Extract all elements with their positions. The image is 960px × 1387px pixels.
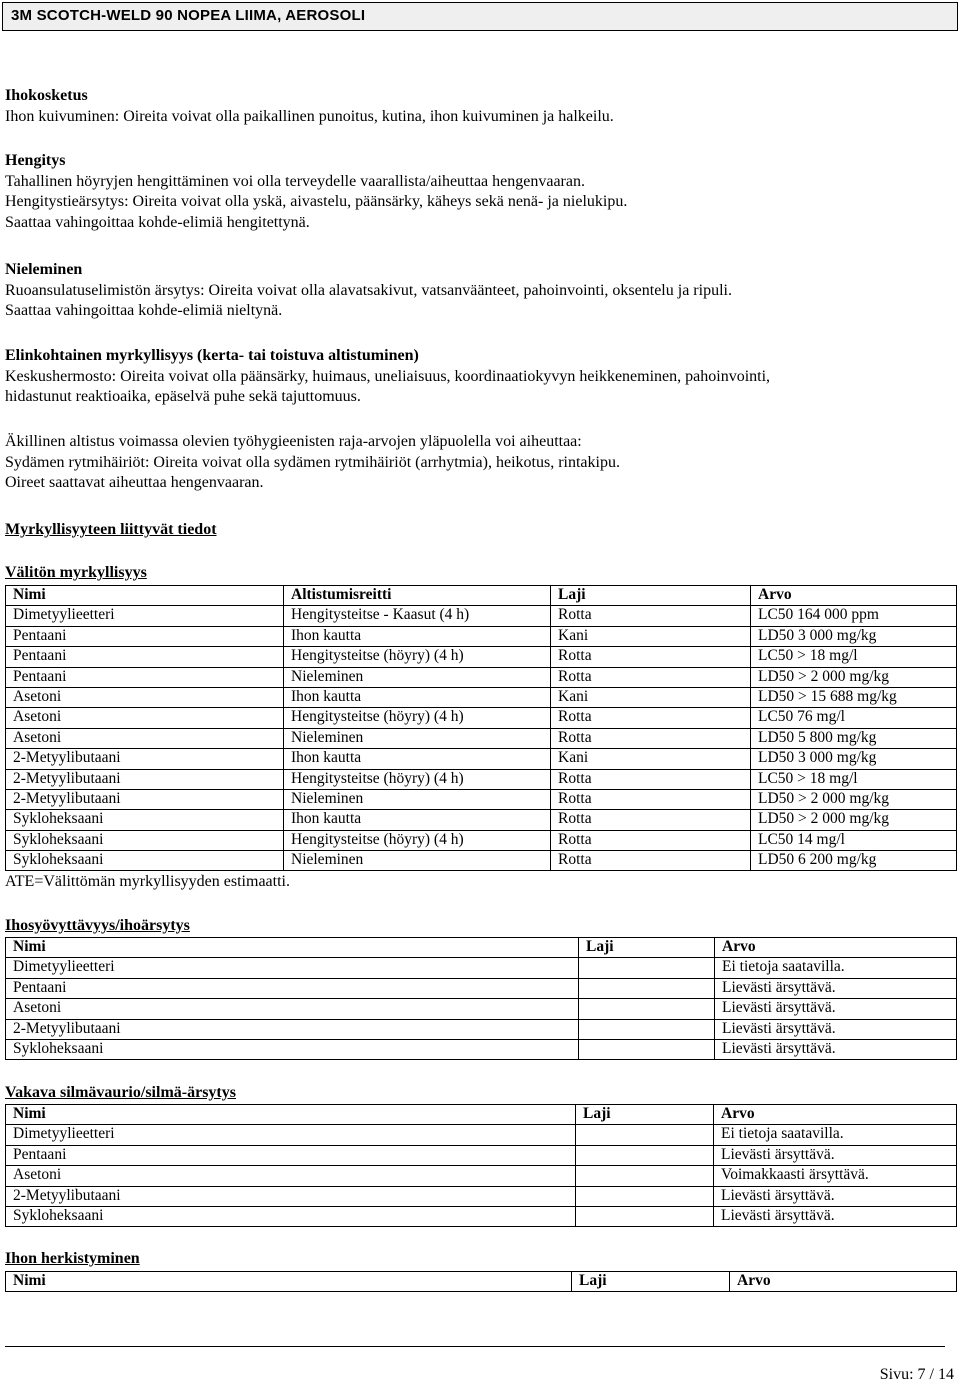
- table-cell: Rotta: [551, 789, 751, 809]
- organ-toxicity-line: hidastunut reaktioaika, epäselvä puhe sekä tajuttomuus.: [5, 388, 361, 405]
- table-row: [6, 606, 957, 626]
- table-cell: Voimakkaasti ärsyttävä.: [714, 1166, 957, 1186]
- column-header: Nimi: [6, 1272, 572, 1292]
- table-cell: Lievästi ärsyttävä.: [714, 1186, 957, 1206]
- ingestion-heading: Nieleminen: [5, 261, 83, 278]
- table-header-row: [6, 1272, 957, 1292]
- table-row: [6, 749, 957, 769]
- table-cell: Asetoni: [6, 999, 579, 1019]
- table-cell: Rotta: [551, 606, 751, 626]
- footer-divider: [5, 1346, 945, 1347]
- acute-exposure-section: [5, 432, 955, 494]
- table-cell: Lievästi ärsyttävä.: [715, 1039, 957, 1059]
- sensitization-heading: Ihon herkistyminen: [5, 1250, 140, 1267]
- table-cell: Ei tietoja saatavilla.: [714, 1125, 957, 1145]
- acute-exposure-line: Oireet saattavat aiheuttaa hengenvaaran.: [5, 474, 264, 491]
- table-row: [6, 810, 957, 830]
- column-header: Arvo: [714, 1105, 957, 1125]
- table-cell: Sykloheksaani: [6, 1206, 576, 1226]
- skin-contact-text: Ihon kuivuminen: Oireita voivat olla paikallinen punoitus, kutina, ihon kuivuminen ja halkeilu.: [5, 107, 614, 125]
- table-cell: Nieleminen: [284, 789, 551, 809]
- skin-contact-heading: Ihokosketus: [5, 87, 88, 104]
- organ-toxicity-section: [5, 346, 955, 408]
- table-cell: LC50 164 000 ppm: [751, 606, 957, 626]
- table-header-row: [6, 1105, 957, 1125]
- table-cell: Ihon kautta: [284, 687, 551, 707]
- sensitization-table: [5, 1271, 957, 1292]
- table-cell: Sykloheksaani: [6, 810, 284, 830]
- table-row: [6, 1206, 957, 1226]
- table-cell: Sykloheksaani: [6, 851, 284, 871]
- table-header-row: [6, 586, 957, 606]
- table-cell: LC50 > 18 mg/l: [751, 769, 957, 789]
- inhalation-line: Hengitystieärsytys: Oireita voivat olla yskä, aivastelu, päänsärky, käheys sekä nenä- ja nielukipu.: [5, 193, 628, 210]
- table-cell: Nieleminen: [284, 667, 551, 687]
- table-cell: Lievästi ärsyttävä.: [715, 978, 957, 998]
- table-row: [6, 830, 957, 850]
- document-header: [2, 2, 958, 31]
- table-row: [6, 626, 957, 646]
- table-row: [6, 1166, 957, 1186]
- table-cell: LD50 3 000 mg/kg: [751, 626, 957, 646]
- table-cell: LC50 76 mg/l: [751, 708, 957, 728]
- table-cell: Rotta: [551, 728, 751, 748]
- acute-toxicity-heading: Välitön myrkyllisyys: [5, 564, 147, 581]
- table-cell: [579, 958, 715, 978]
- table-cell: Pentaani: [6, 1145, 576, 1165]
- inhalation-line: Tahallinen höyryjen hengittäminen voi olla terveydelle vaarallista/aiheuttaa hengenvaaran.: [5, 172, 585, 190]
- organ-toxicity-line: Keskushermosto: Oireita voivat olla päänsärky, huimaus, uneliaisuus, koordinaatiokyvyn heikkeneminen, pahoinvointi,: [5, 367, 771, 385]
- table-cell: Kani: [551, 687, 751, 707]
- table-cell: Lievästi ärsyttävä.: [715, 999, 957, 1019]
- table-cell: [576, 1145, 714, 1165]
- table-cell: LD50 > 2 000 mg/kg: [751, 667, 957, 687]
- table-cell: LD50 > 2 000 mg/kg: [751, 810, 957, 830]
- skin-irritation-table: [5, 937, 957, 1060]
- skin-contact-section: [5, 86, 955, 127]
- table-cell: LD50 3 000 mg/kg: [751, 749, 957, 769]
- table-cell: 2-Metyylibutaani: [6, 749, 284, 769]
- acute-exposure-line: Sydämen rytmihäiriöt: Oireita voivat olla sydämen rytmihäiriöt (arrhytmia), heikotus, rintakipu.: [5, 453, 620, 471]
- table-cell: Asetoni: [6, 728, 284, 748]
- table-cell: [579, 1039, 715, 1059]
- table-row: [6, 667, 957, 687]
- table-row: [6, 958, 957, 978]
- table-cell: LC50 14 mg/l: [751, 830, 957, 850]
- table-cell: Lievästi ärsyttävä.: [715, 1019, 957, 1039]
- table-row: [6, 1186, 957, 1206]
- table-cell: Kani: [551, 626, 751, 646]
- table-cell: Rotta: [551, 708, 751, 728]
- table-cell: Hengitysteitse - Kaasut (4 h): [284, 606, 551, 626]
- table-row: [6, 851, 957, 871]
- table-cell: LD50 > 15 688 mg/kg: [751, 687, 957, 707]
- table-row: [6, 1019, 957, 1039]
- table-cell: [576, 1186, 714, 1206]
- table-row: [6, 1039, 957, 1059]
- table-cell: Hengitysteitse (höyry) (4 h): [284, 769, 551, 789]
- table-cell: Ei tietoja saatavilla.: [715, 958, 957, 978]
- table-cell: Hengitysteitse (höyry) (4 h): [284, 708, 551, 728]
- table-cell: Sykloheksaani: [6, 830, 284, 850]
- table-cell: Kani: [551, 749, 751, 769]
- table-cell: Asetoni: [6, 708, 284, 728]
- column-header: Nimi: [6, 1105, 576, 1125]
- ingestion-line: Saattaa vahingoittaa kohde-elimiä nieltynä.: [5, 302, 283, 319]
- table-cell: 2-Metyylibutaani: [6, 1019, 579, 1039]
- page-number: Sivu: 7 / 14: [879, 1366, 954, 1383]
- inhalation-section: [5, 151, 955, 233]
- table-cell: Asetoni: [6, 687, 284, 707]
- table-cell: Lievästi ärsyttävä.: [714, 1145, 957, 1165]
- table-cell: Rotta: [551, 647, 751, 667]
- table-row: [6, 1125, 957, 1145]
- table-cell: Rotta: [551, 830, 751, 850]
- table-cell: Lievästi ärsyttävä.: [714, 1206, 957, 1226]
- column-header: Arvo: [730, 1272, 957, 1292]
- table-cell: 2-Metyylibutaani: [6, 769, 284, 789]
- eye-damage-table: [5, 1104, 957, 1227]
- table-row: [6, 789, 957, 809]
- column-header: Laji: [551, 586, 751, 606]
- inhalation-line: Saattaa vahingoittaa kohde-elimiä hengitettynä.: [5, 213, 310, 231]
- table-cell: Ihon kautta: [284, 810, 551, 830]
- table-cell: Rotta: [551, 851, 751, 871]
- table-cell: 2-Metyylibutaani: [6, 789, 284, 809]
- table-cell: [576, 1125, 714, 1145]
- table-cell: Rotta: [551, 667, 751, 687]
- table-cell: Dimetyylieetteri: [6, 606, 284, 626]
- column-header: Arvo: [751, 586, 957, 606]
- column-header: Nimi: [6, 938, 579, 958]
- column-header: Laji: [576, 1105, 714, 1125]
- table-row: [6, 769, 957, 789]
- column-header: Laji: [579, 938, 715, 958]
- table-row: [6, 647, 957, 667]
- table-cell: Pentaani: [6, 978, 579, 998]
- table-row: [6, 978, 957, 998]
- table-cell: [579, 978, 715, 998]
- table-cell: [576, 1206, 714, 1226]
- table-cell: Nieleminen: [284, 851, 551, 871]
- table-cell: LC50 > 18 mg/l: [751, 647, 957, 667]
- table-cell: LD50 > 2 000 mg/kg: [751, 789, 957, 809]
- acute-toxicity-table: [5, 585, 957, 871]
- column-header: Altistumisreitti: [284, 586, 551, 606]
- table-cell: Hengitysteitse (höyry) (4 h): [284, 647, 551, 667]
- table-row: [6, 728, 957, 748]
- table-cell: [579, 999, 715, 1019]
- table-cell: Ihon kautta: [284, 626, 551, 646]
- product-title: 3M SCOTCH-WELD 90 NOPEA LIIMA, AEROSOLI: [11, 7, 366, 24]
- table-cell: [579, 1019, 715, 1039]
- table-cell: Sykloheksaani: [6, 1039, 579, 1059]
- table-cell: Rotta: [551, 769, 751, 789]
- column-header: Nimi: [6, 586, 284, 606]
- table-cell: 2-Metyylibutaani: [6, 1186, 576, 1206]
- table-cell: Dimetyylieetteri: [6, 1125, 576, 1145]
- ingestion-section: [5, 260, 955, 322]
- table-cell: Pentaani: [6, 626, 284, 646]
- table-header-row: [6, 938, 957, 958]
- table-cell: Dimetyylieetteri: [6, 958, 579, 978]
- skin-irritation-heading: Ihosyövyttävyys/ihoärsytys: [5, 917, 190, 934]
- table-row: [6, 1145, 957, 1165]
- tox-info-heading: Myrkyllisyyteen liittyvät tiedot: [5, 521, 217, 538]
- table-row: [6, 708, 957, 728]
- table-cell: [576, 1166, 714, 1186]
- inhalation-heading: Hengitys: [5, 152, 66, 169]
- table-row: [6, 687, 957, 707]
- table-cell: Pentaani: [6, 667, 284, 687]
- table-cell: Asetoni: [6, 1166, 576, 1186]
- ingestion-line: Ruoansulatuselimistön ärsytys: Oireita voivat olla alavatsakivut, vatsanväänteet, pahoinvointi, oksentelu ja ripuli.: [5, 281, 732, 299]
- table-cell: LD50 6 200 mg/kg: [751, 851, 957, 871]
- table-cell: Rotta: [551, 810, 751, 830]
- table-row: [6, 999, 957, 1019]
- organ-toxicity-heading: Elinkohtainen myrkyllisyys (kerta- tai toistuva altistuminen): [5, 347, 419, 364]
- table-cell: Pentaani: [6, 647, 284, 667]
- ate-note: ATE=Välittömän myrkyllisyyden estimaatti.: [5, 873, 290, 890]
- table-cell: Ihon kautta: [284, 749, 551, 769]
- table-cell: Hengitysteitse (höyry) (4 h): [284, 830, 551, 850]
- acute-exposure-line: Äkillinen altistus voimassa olevien työhygieenisten raja-arvojen yläpuolella voi aiheuttaa:: [5, 433, 582, 450]
- table-cell: Nieleminen: [284, 728, 551, 748]
- column-header: Laji: [572, 1272, 730, 1292]
- eye-damage-heading: Vakava silmävaurio/silmä-ärsytys: [5, 1084, 236, 1101]
- column-header: Arvo: [715, 938, 957, 958]
- table-cell: LD50 5 800 mg/kg: [751, 728, 957, 748]
